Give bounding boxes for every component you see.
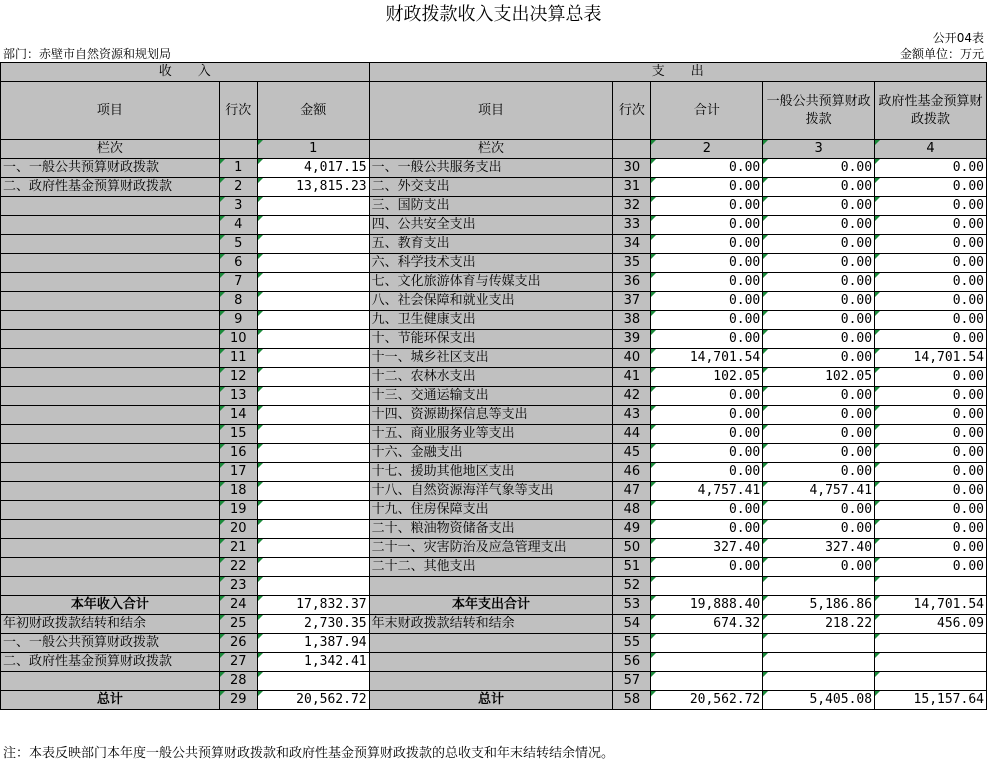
income-section-header: 收 入 xyxy=(1,63,370,82)
income-item-cell: 本年收入合计 xyxy=(1,596,220,615)
expense-gov-fund-cell: 0.00 xyxy=(875,406,987,425)
expense-total-header: 合计 xyxy=(651,82,763,140)
income-amount-cell: 20,562.72 xyxy=(257,691,369,710)
expense-general-budget-cell: 0.00 xyxy=(763,159,875,178)
expense-gov-fund-cell: 456.09 xyxy=(875,615,987,634)
income-amount-cell xyxy=(257,292,369,311)
expense-total-cell: 14,701.54 xyxy=(651,349,763,368)
table-row xyxy=(1,672,987,691)
table-row xyxy=(1,387,987,406)
table-row xyxy=(1,539,987,558)
expense-item-cell: 八、社会保障和就业支出 xyxy=(369,292,613,311)
table-row xyxy=(1,425,987,444)
expense-line-no-cell: 40 xyxy=(613,349,651,368)
expense-general-budget-cell: 0.00 xyxy=(763,311,875,330)
expense-item-cell: 十七、援助其他地区支出 xyxy=(369,463,613,482)
expense-line-no-cell: 41 xyxy=(613,368,651,387)
expense-general-budget-cell: 4,757.41 xyxy=(763,482,875,501)
expense-line-no-cell: 37 xyxy=(613,292,651,311)
income-amount-cell: 2,730.35 xyxy=(257,615,369,634)
expense-gov-fund-cell: 0.00 xyxy=(875,520,987,539)
table-row xyxy=(1,273,987,292)
expense-item-cell: 十二、农林水支出 xyxy=(369,368,613,387)
income-line-no-cell: 12 xyxy=(219,368,257,387)
income-line-no-cell: 16 xyxy=(219,444,257,463)
column-number-3: 3 xyxy=(763,140,875,159)
header-row-columns xyxy=(1,82,987,140)
table-row xyxy=(1,691,987,710)
expense-gov-fund-cell: 0.00 xyxy=(875,235,987,254)
expense-line-no-cell: 30 xyxy=(613,159,651,178)
expense-item-cell: 十九、住房保障支出 xyxy=(369,501,613,520)
expense-line-no-cell: 36 xyxy=(613,273,651,292)
income-line-no-cell: 27 xyxy=(219,653,257,672)
expense-line-no-cell: 54 xyxy=(613,615,651,634)
expense-gov-fund-cell xyxy=(875,634,987,653)
expense-total-cell xyxy=(651,577,763,596)
expense-line-no-cell: 31 xyxy=(613,178,651,197)
expense-item-header: 项目 xyxy=(369,82,613,140)
header-row-sections xyxy=(1,63,987,82)
expense-item-cell: 十一、城乡社区支出 xyxy=(369,349,613,368)
income-amount-cell xyxy=(257,273,369,292)
expense-item-cell: 十八、自然资源海洋气象等支出 xyxy=(369,482,613,501)
expense-total-cell: 0.00 xyxy=(651,330,763,349)
expense-item-cell xyxy=(369,672,613,691)
income-item-cell xyxy=(1,330,220,349)
expense-item-cell xyxy=(369,653,613,672)
table-row xyxy=(1,311,987,330)
expense-item-cell: 一、一般公共服务支出 xyxy=(369,159,613,178)
income-amount-cell xyxy=(257,482,369,501)
expense-line-no-cell: 51 xyxy=(613,558,651,577)
income-amount-cell xyxy=(257,254,369,273)
income-line-no-cell: 7 xyxy=(219,273,257,292)
expense-item-cell: 七、文化旅游体育与传媒支出 xyxy=(369,273,613,292)
expense-general-budget-cell: 0.00 xyxy=(763,216,875,235)
expense-general-budget-cell: 0.00 xyxy=(763,406,875,425)
table-row xyxy=(1,216,987,235)
expense-general-budget-cell: 218.22 xyxy=(763,615,875,634)
income-line-header: 行次 xyxy=(219,82,257,140)
income-amount-cell xyxy=(257,501,369,520)
income-item-cell: 年初财政拨款结转和结余 xyxy=(1,615,220,634)
income-line-no-cell: 14 xyxy=(219,406,257,425)
expense-general-budget-cell: 0.00 xyxy=(763,425,875,444)
expense-total-cell: 19,888.40 xyxy=(651,596,763,615)
income-line-no-cell: 24 xyxy=(219,596,257,615)
income-line-no-cell: 22 xyxy=(219,558,257,577)
table-row xyxy=(1,444,987,463)
income-amount-cell: 13,815.23 xyxy=(257,178,369,197)
income-line-no-cell: 1 xyxy=(219,159,257,178)
income-amount-cell xyxy=(257,558,369,577)
expense-gov-fund-cell: 0.00 xyxy=(875,216,987,235)
expense-general-budget-cell: 0.00 xyxy=(763,501,875,520)
expense-section-header: 支 出 xyxy=(369,63,986,82)
income-amount-cell: 17,832.37 xyxy=(257,596,369,615)
general-budget-header: 一般公共预算财政拨款 xyxy=(763,82,875,140)
expense-line-no-cell: 52 xyxy=(613,577,651,596)
expense-general-budget-cell: 0.00 xyxy=(763,273,875,292)
expense-general-budget-cell: 0.00 xyxy=(763,197,875,216)
expense-total-cell: 0.00 xyxy=(651,444,763,463)
expense-gov-fund-cell: 15,157.64 xyxy=(875,691,987,710)
expense-gov-fund-cell xyxy=(875,577,987,596)
income-amount-cell xyxy=(257,463,369,482)
expense-item-cell: 十五、商业服务业等支出 xyxy=(369,425,613,444)
income-line-no-cell: 3 xyxy=(219,197,257,216)
expense-general-budget-cell: 0.00 xyxy=(763,558,875,577)
expense-gov-fund-cell: 0.00 xyxy=(875,311,987,330)
table-row xyxy=(1,292,987,311)
income-line-no-cell: 21 xyxy=(219,539,257,558)
expense-line-no-cell: 34 xyxy=(613,235,651,254)
expense-general-budget-cell: 0.00 xyxy=(763,444,875,463)
income-item-cell xyxy=(1,254,220,273)
income-amount-cell xyxy=(257,197,369,216)
expense-item-cell: 九、卫生健康支出 xyxy=(369,311,613,330)
expense-item-cell: 二、外交支出 xyxy=(369,178,613,197)
expense-line-no-cell: 56 xyxy=(613,653,651,672)
expense-general-budget-cell: 0.00 xyxy=(763,463,875,482)
expense-line-no-cell: 42 xyxy=(613,387,651,406)
department-label: 部门：赤壁市自然资源和规划局 xyxy=(3,47,172,61)
income-line-no-cell: 9 xyxy=(219,311,257,330)
expense-gov-fund-cell: 0.00 xyxy=(875,368,987,387)
expense-line-no-cell: 45 xyxy=(613,444,651,463)
income-item-header: 项目 xyxy=(1,82,220,140)
income-column-no-label: 栏次 xyxy=(1,140,220,159)
budget-table xyxy=(0,62,987,710)
income-amount-cell xyxy=(257,235,369,254)
income-line-no-cell: 23 xyxy=(219,577,257,596)
income-amount-cell: 1,387.94 xyxy=(257,634,369,653)
income-amount-cell xyxy=(257,577,369,596)
income-amount-cell xyxy=(257,539,369,558)
expense-gov-fund-cell: 0.00 xyxy=(875,539,987,558)
income-column-no-blank xyxy=(219,140,257,159)
expense-general-budget-cell xyxy=(763,653,875,672)
income-amount-cell: 4,017.15 xyxy=(257,159,369,178)
income-item-cell xyxy=(1,406,220,425)
expense-line-no-cell: 43 xyxy=(613,406,651,425)
expense-line-no-cell: 50 xyxy=(613,539,651,558)
income-line-no-cell: 8 xyxy=(219,292,257,311)
table-row xyxy=(1,653,987,672)
expense-item-cell: 十六、金融支出 xyxy=(369,444,613,463)
income-amount-cell xyxy=(257,387,369,406)
expense-line-no-cell: 38 xyxy=(613,311,651,330)
table-row xyxy=(1,406,987,425)
expense-line-no-cell: 53 xyxy=(613,596,651,615)
expense-total-cell: 327.40 xyxy=(651,539,763,558)
expense-line-no-cell: 57 xyxy=(613,672,651,691)
expense-total-cell: 0.00 xyxy=(651,273,763,292)
expense-item-cell: 六、科学技术支出 xyxy=(369,254,613,273)
income-item-cell: 总计 xyxy=(1,691,220,710)
income-line-no-cell: 20 xyxy=(219,520,257,539)
expense-gov-fund-cell: 0.00 xyxy=(875,482,987,501)
expense-total-cell: 0.00 xyxy=(651,292,763,311)
gov-fund-header: 政府性基金预算财政拨款 xyxy=(875,82,987,140)
expense-total-cell: 0.00 xyxy=(651,425,763,444)
expense-general-budget-cell: 327.40 xyxy=(763,539,875,558)
expense-line-no-cell: 35 xyxy=(613,254,651,273)
expense-total-cell: 102.05 xyxy=(651,368,763,387)
expense-general-budget-cell xyxy=(763,577,875,596)
expense-total-cell: 0.00 xyxy=(651,159,763,178)
expense-line-no-cell: 47 xyxy=(613,482,651,501)
income-line-no-cell: 17 xyxy=(219,463,257,482)
table-row xyxy=(1,463,987,482)
income-item-cell xyxy=(1,197,220,216)
income-amount-cell xyxy=(257,406,369,425)
income-line-no-cell: 2 xyxy=(219,178,257,197)
table-row xyxy=(1,368,987,387)
income-item-cell: 二、政府性基金预算财政拨款 xyxy=(1,653,220,672)
expense-total-cell xyxy=(651,672,763,691)
expense-item-cell: 二十、粮油物资储备支出 xyxy=(369,520,613,539)
income-item-cell: 一、一般公共预算财政拨款 xyxy=(1,634,220,653)
expense-total-cell: 0.00 xyxy=(651,235,763,254)
table-row xyxy=(1,634,987,653)
expense-general-budget-cell: 0.00 xyxy=(763,387,875,406)
expense-item-cell: 二十一、灾害防治及应急管理支出 xyxy=(369,539,613,558)
table-row xyxy=(1,178,987,197)
expense-total-cell: 20,562.72 xyxy=(651,691,763,710)
expense-gov-fund-cell: 0.00 xyxy=(875,254,987,273)
column-number-1: 1 xyxy=(257,140,369,159)
expense-gov-fund-cell: 0.00 xyxy=(875,463,987,482)
income-line-no-cell: 13 xyxy=(219,387,257,406)
column-number-2: 2 xyxy=(651,140,763,159)
expense-line-no-cell: 49 xyxy=(613,520,651,539)
table-row xyxy=(1,330,987,349)
expense-general-budget-cell xyxy=(763,634,875,653)
table-code: 公开04表 xyxy=(932,31,984,45)
income-line-no-cell: 18 xyxy=(219,482,257,501)
expense-total-cell: 0.00 xyxy=(651,558,763,577)
expense-total-cell xyxy=(651,634,763,653)
expense-total-cell: 0.00 xyxy=(651,520,763,539)
income-item-cell xyxy=(1,425,220,444)
income-amount-cell xyxy=(257,672,369,691)
expense-item-cell xyxy=(369,634,613,653)
income-amount-header: 金额 xyxy=(257,82,369,140)
table-row xyxy=(1,558,987,577)
expense-item-cell: 十三、交通运输支出 xyxy=(369,387,613,406)
expense-total-cell: 674.32 xyxy=(651,615,763,634)
income-amount-cell xyxy=(257,216,369,235)
expense-total-cell: 0.00 xyxy=(651,178,763,197)
table-row xyxy=(1,349,987,368)
income-item-cell xyxy=(1,482,220,501)
table-row xyxy=(1,159,987,178)
expense-item-cell: 三、国防支出 xyxy=(369,197,613,216)
expense-item-cell: 二十二、其他支出 xyxy=(369,558,613,577)
expense-line-no-cell: 44 xyxy=(613,425,651,444)
income-item-cell xyxy=(1,558,220,577)
expense-general-budget-cell: 0.00 xyxy=(763,235,875,254)
income-item-cell xyxy=(1,311,220,330)
expense-general-budget-cell: 0.00 xyxy=(763,330,875,349)
expense-general-budget-cell xyxy=(763,672,875,691)
expense-gov-fund-cell xyxy=(875,653,987,672)
expense-gov-fund-cell: 0.00 xyxy=(875,425,987,444)
expense-general-budget-cell: 5,186.86 xyxy=(763,596,875,615)
expense-gov-fund-cell xyxy=(875,672,987,691)
expense-total-cell xyxy=(651,653,763,672)
income-item-cell xyxy=(1,368,220,387)
expense-gov-fund-cell: 0.00 xyxy=(875,273,987,292)
income-item-cell xyxy=(1,235,220,254)
income-item-cell xyxy=(1,672,220,691)
expense-general-budget-cell: 102.05 xyxy=(763,368,875,387)
income-amount-cell xyxy=(257,520,369,539)
income-item-cell xyxy=(1,216,220,235)
income-amount-cell xyxy=(257,311,369,330)
expense-column-no-label: 栏次 xyxy=(369,140,613,159)
expense-gov-fund-cell: 0.00 xyxy=(875,558,987,577)
income-line-no-cell: 15 xyxy=(219,425,257,444)
income-item-cell xyxy=(1,444,220,463)
income-item-cell xyxy=(1,273,220,292)
income-line-no-cell: 10 xyxy=(219,330,257,349)
expense-total-cell: 0.00 xyxy=(651,501,763,520)
page-title: 财政拨款收入支出决算总表 xyxy=(385,4,602,25)
expense-total-cell: 0.00 xyxy=(651,406,763,425)
income-item-cell xyxy=(1,501,220,520)
expense-gov-fund-cell: 0.00 xyxy=(875,197,987,216)
income-line-no-cell: 29 xyxy=(219,691,257,710)
expense-total-cell: 0.00 xyxy=(651,254,763,273)
income-item-cell xyxy=(1,387,220,406)
income-item-cell xyxy=(1,292,220,311)
expense-general-budget-cell: 0.00 xyxy=(763,520,875,539)
income-line-no-cell: 25 xyxy=(219,615,257,634)
expense-gov-fund-cell: 0.00 xyxy=(875,178,987,197)
table-row xyxy=(1,501,987,520)
income-item-cell xyxy=(1,539,220,558)
expense-column-no-blank xyxy=(613,140,651,159)
income-line-no-cell: 26 xyxy=(219,634,257,653)
expense-gov-fund-cell: 0.00 xyxy=(875,159,987,178)
expense-gov-fund-cell: 0.00 xyxy=(875,387,987,406)
expense-total-cell: 4,757.41 xyxy=(651,482,763,501)
expense-gov-fund-cell: 0.00 xyxy=(875,292,987,311)
income-item-cell xyxy=(1,520,220,539)
expense-gov-fund-cell: 0.00 xyxy=(875,444,987,463)
expense-total-cell: 0.00 xyxy=(651,463,763,482)
income-line-no-cell: 28 xyxy=(219,672,257,691)
expense-general-budget-cell: 0.00 xyxy=(763,178,875,197)
income-item-cell xyxy=(1,463,220,482)
income-item-cell: 二、政府性基金预算财政拨款 xyxy=(1,178,220,197)
header-row-column-numbers xyxy=(1,140,987,159)
expense-line-no-cell: 58 xyxy=(613,691,651,710)
expense-line-header: 行次 xyxy=(613,82,651,140)
expense-gov-fund-cell: 0.00 xyxy=(875,330,987,349)
table-row xyxy=(1,482,987,501)
expense-line-no-cell: 33 xyxy=(613,216,651,235)
income-amount-cell xyxy=(257,349,369,368)
expense-general-budget-cell: 5,405.08 xyxy=(763,691,875,710)
table-row xyxy=(1,235,987,254)
income-item-cell xyxy=(1,349,220,368)
income-amount-cell xyxy=(257,368,369,387)
expense-item-cell xyxy=(369,577,613,596)
table-row xyxy=(1,197,987,216)
expense-item-cell: 总计 xyxy=(369,691,613,710)
expense-total-cell: 0.00 xyxy=(651,197,763,216)
expense-total-cell: 0.00 xyxy=(651,387,763,406)
unit-label: 金额单位：万元 xyxy=(899,47,984,61)
expense-item-cell: 十、节能环保支出 xyxy=(369,330,613,349)
income-line-no-cell: 11 xyxy=(219,349,257,368)
expense-line-no-cell: 32 xyxy=(613,197,651,216)
expense-total-cell: 0.00 xyxy=(651,216,763,235)
income-amount-cell: 1,342.41 xyxy=(257,653,369,672)
expense-gov-fund-cell: 14,701.54 xyxy=(875,596,987,615)
expense-item-cell: 四、公共安全支出 xyxy=(369,216,613,235)
expense-general-budget-cell: 0.00 xyxy=(763,254,875,273)
expense-total-cell: 0.00 xyxy=(651,311,763,330)
expense-line-no-cell: 39 xyxy=(613,330,651,349)
expense-line-no-cell: 48 xyxy=(613,501,651,520)
expense-gov-fund-cell: 14,701.54 xyxy=(875,349,987,368)
income-line-no-cell: 4 xyxy=(219,216,257,235)
income-item-cell: 一、一般公共预算财政拨款 xyxy=(1,159,220,178)
income-line-no-cell: 5 xyxy=(219,235,257,254)
footnote: 注：本表反映部门本年度一般公共预算财政拨款和政府性基金预算财政拨款的总收支和年末结转结余情况。 xyxy=(3,746,615,761)
expense-general-budget-cell: 0.00 xyxy=(763,292,875,311)
income-item-cell xyxy=(1,577,220,596)
expense-item-cell: 本年支出合计 xyxy=(369,596,613,615)
expense-item-cell: 年末财政拨款结转和结余 xyxy=(369,615,613,634)
expense-item-cell: 十四、资源勘探信息等支出 xyxy=(369,406,613,425)
income-amount-cell xyxy=(257,425,369,444)
table-row xyxy=(1,520,987,539)
column-number-4: 4 xyxy=(875,140,987,159)
income-amount-cell xyxy=(257,330,369,349)
table-row xyxy=(1,596,987,615)
expense-gov-fund-cell: 0.00 xyxy=(875,501,987,520)
table-row xyxy=(1,615,987,634)
expense-line-no-cell: 55 xyxy=(613,634,651,653)
income-line-no-cell: 6 xyxy=(219,254,257,273)
income-line-no-cell: 19 xyxy=(219,501,257,520)
expense-item-cell: 五、教育支出 xyxy=(369,235,613,254)
table-row xyxy=(1,577,987,596)
income-amount-cell xyxy=(257,444,369,463)
table-row xyxy=(1,254,987,273)
expense-line-no-cell: 46 xyxy=(613,463,651,482)
expense-general-budget-cell: 0.00 xyxy=(763,349,875,368)
